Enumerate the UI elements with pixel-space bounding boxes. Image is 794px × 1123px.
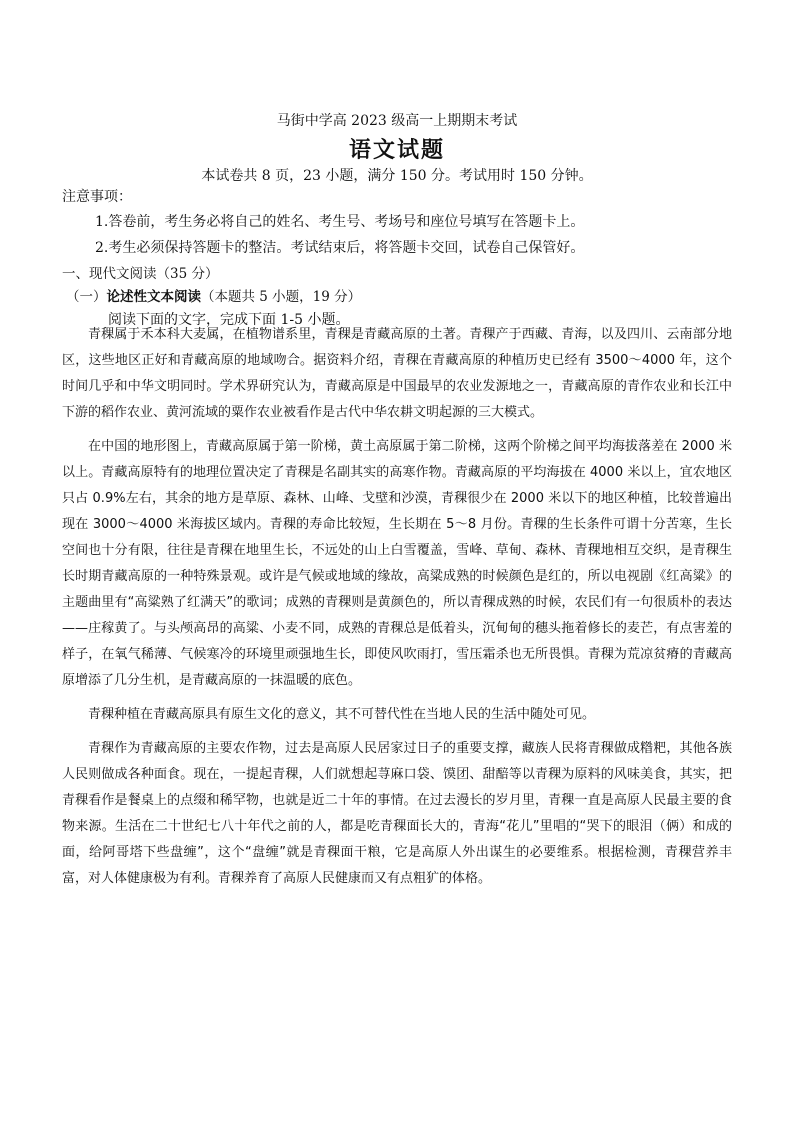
passage-paragraph: 青稞作为青藏高原的主要农作物，过去是高原人民居家过日子的重要支撑，藏族人民将青稞做成糌粑，其他各族人民则做成各种面食。现在，一提起青稞，人们就想起荨麻口袋、馍团、甜醅等以青稞为原料的风味美食，其实，把青稞看作是餐桌上的点缀和稀罕物，也就是近二十年的事情。在过去漫长的岁月里，青稞一直是高原人民最主要的食物来源。生活在二十世纪七八十年代之前的人，都是吃青稞面长大的，青海“花儿”里唱的“哭下的眼泪（俩）和成的面，给阿哥塔下些盘缠”，这个“盘缠”就是青稞面干粮，它是高原人外出谋生的必要维系。根据检测，青稞营养丰富，对人体健康极为有利。青稞养育了高原人民健康而又有点粗犷的体格。: [62, 741, 732, 886]
subsection-prefix: （一）: [66, 289, 107, 305]
reading-instruction: 阅读下面的文字，完成下面 1-5 小题。: [108, 312, 350, 328]
passage-paragraph: 青稞属于禾本科大麦属，在植物谱系里，青稞是青藏高原的土著。青稞产于西藏、青海，以及四川、云南部分地区，这些地区正好和青藏高原的地域吻合。据资料介绍，青稞在青藏高原的种植历史已经有 3500～4000 年，这个时间几乎和中华文明同时。学术界研究认为，青藏高原是中国最早的农业发源地之一，青藏高原的青作农业和长江中下游的稻作农业、黄河流域的粟作农业被看作是古代中华农耕文明起源的三大模式。: [62, 327, 732, 420]
reading-passage: [62, 322, 732, 900]
exam-info: 本试卷共 8 页，23 小题，满分 150 分。考试用时 150 分钟。: [201, 168, 593, 184]
passage-paragraph: 在中国的地形图上，青藏高原属于第一阶梯，黄土高原属于第二阶梯，这两个阶梯之间平均海拔落差在 2000 米以上。青藏高原特有的地理位置决定了青稞是名副其实的高寒作物。青藏高原的平均海拔在 4000 米以上，宜农地区只占 0.9%左右，其余的地方是草原、森林、山峰、戈壁和沙漠，青稞很少在 2000 米以下的地区种植，比较普遍出现在 3000～4000 米海拔区域内。青稞的寿命比较短，生长期在 5～8 月份。青稞的生长条件可谓十分苦寒，生长空间也十分有限，往往是青稞在地里生长，不远处的山上白雪覆盖，雪峰、草甸、森林、青稞地相互交织，是青稞生长时期青藏高原的一种特殊景观。或许是气候或地域的缘故，高粱成熟的时候颜色是红的，所以电视剧《红高粱》的主题曲里有“高粱熟了红满天”的歌词；成熟的青稞则是黄颜色的，所以青稞成熟的时候，农民们有一句很质朴的表达——庄稼黄了。与头颅高昂的高粱、小麦不同，成熟的青稞总是低着头，沉甸甸的穗头拖着修长的麦芒，有点害羞的样子，在氧气稀薄、气候寒冷的环境里顽强地生长，即使风吹雨打，雪压霜杀也无所畏惧。青稞为荒凉贫瘠的青藏高原增添了几分生机，是青藏高原的一抹温暖的底色。: [62, 439, 732, 688]
subsection-heading: [66, 285, 361, 305]
note-item-2: 2.考生必须保持答题卡的整洁。考试结束后，将答题卡交回，试卷自己保管好。: [95, 240, 585, 256]
notes-heading: 注意事项：: [62, 189, 132, 205]
section-heading: 一、现代文阅读（35 分）: [62, 266, 219, 282]
school-exam-line: 马街中学高 2023 级高一上期期末考试: [276, 113, 518, 129]
subsection-title: 论述性文本阅读: [106, 289, 201, 305]
passage-paragraph: 青稞种植在青藏高原具有原生文化的意义，其不可替代性在当地人民的生活中随处可见。: [88, 707, 596, 722]
subsection-note: （本题共 5 小题，19 分）: [201, 289, 362, 305]
note-item-1: 1.答卷前，考生务必将自己的姓名、考生号、考场号和座位号填写在答题卡上。: [95, 214, 585, 230]
page-title: 语文试题: [348, 137, 445, 163]
